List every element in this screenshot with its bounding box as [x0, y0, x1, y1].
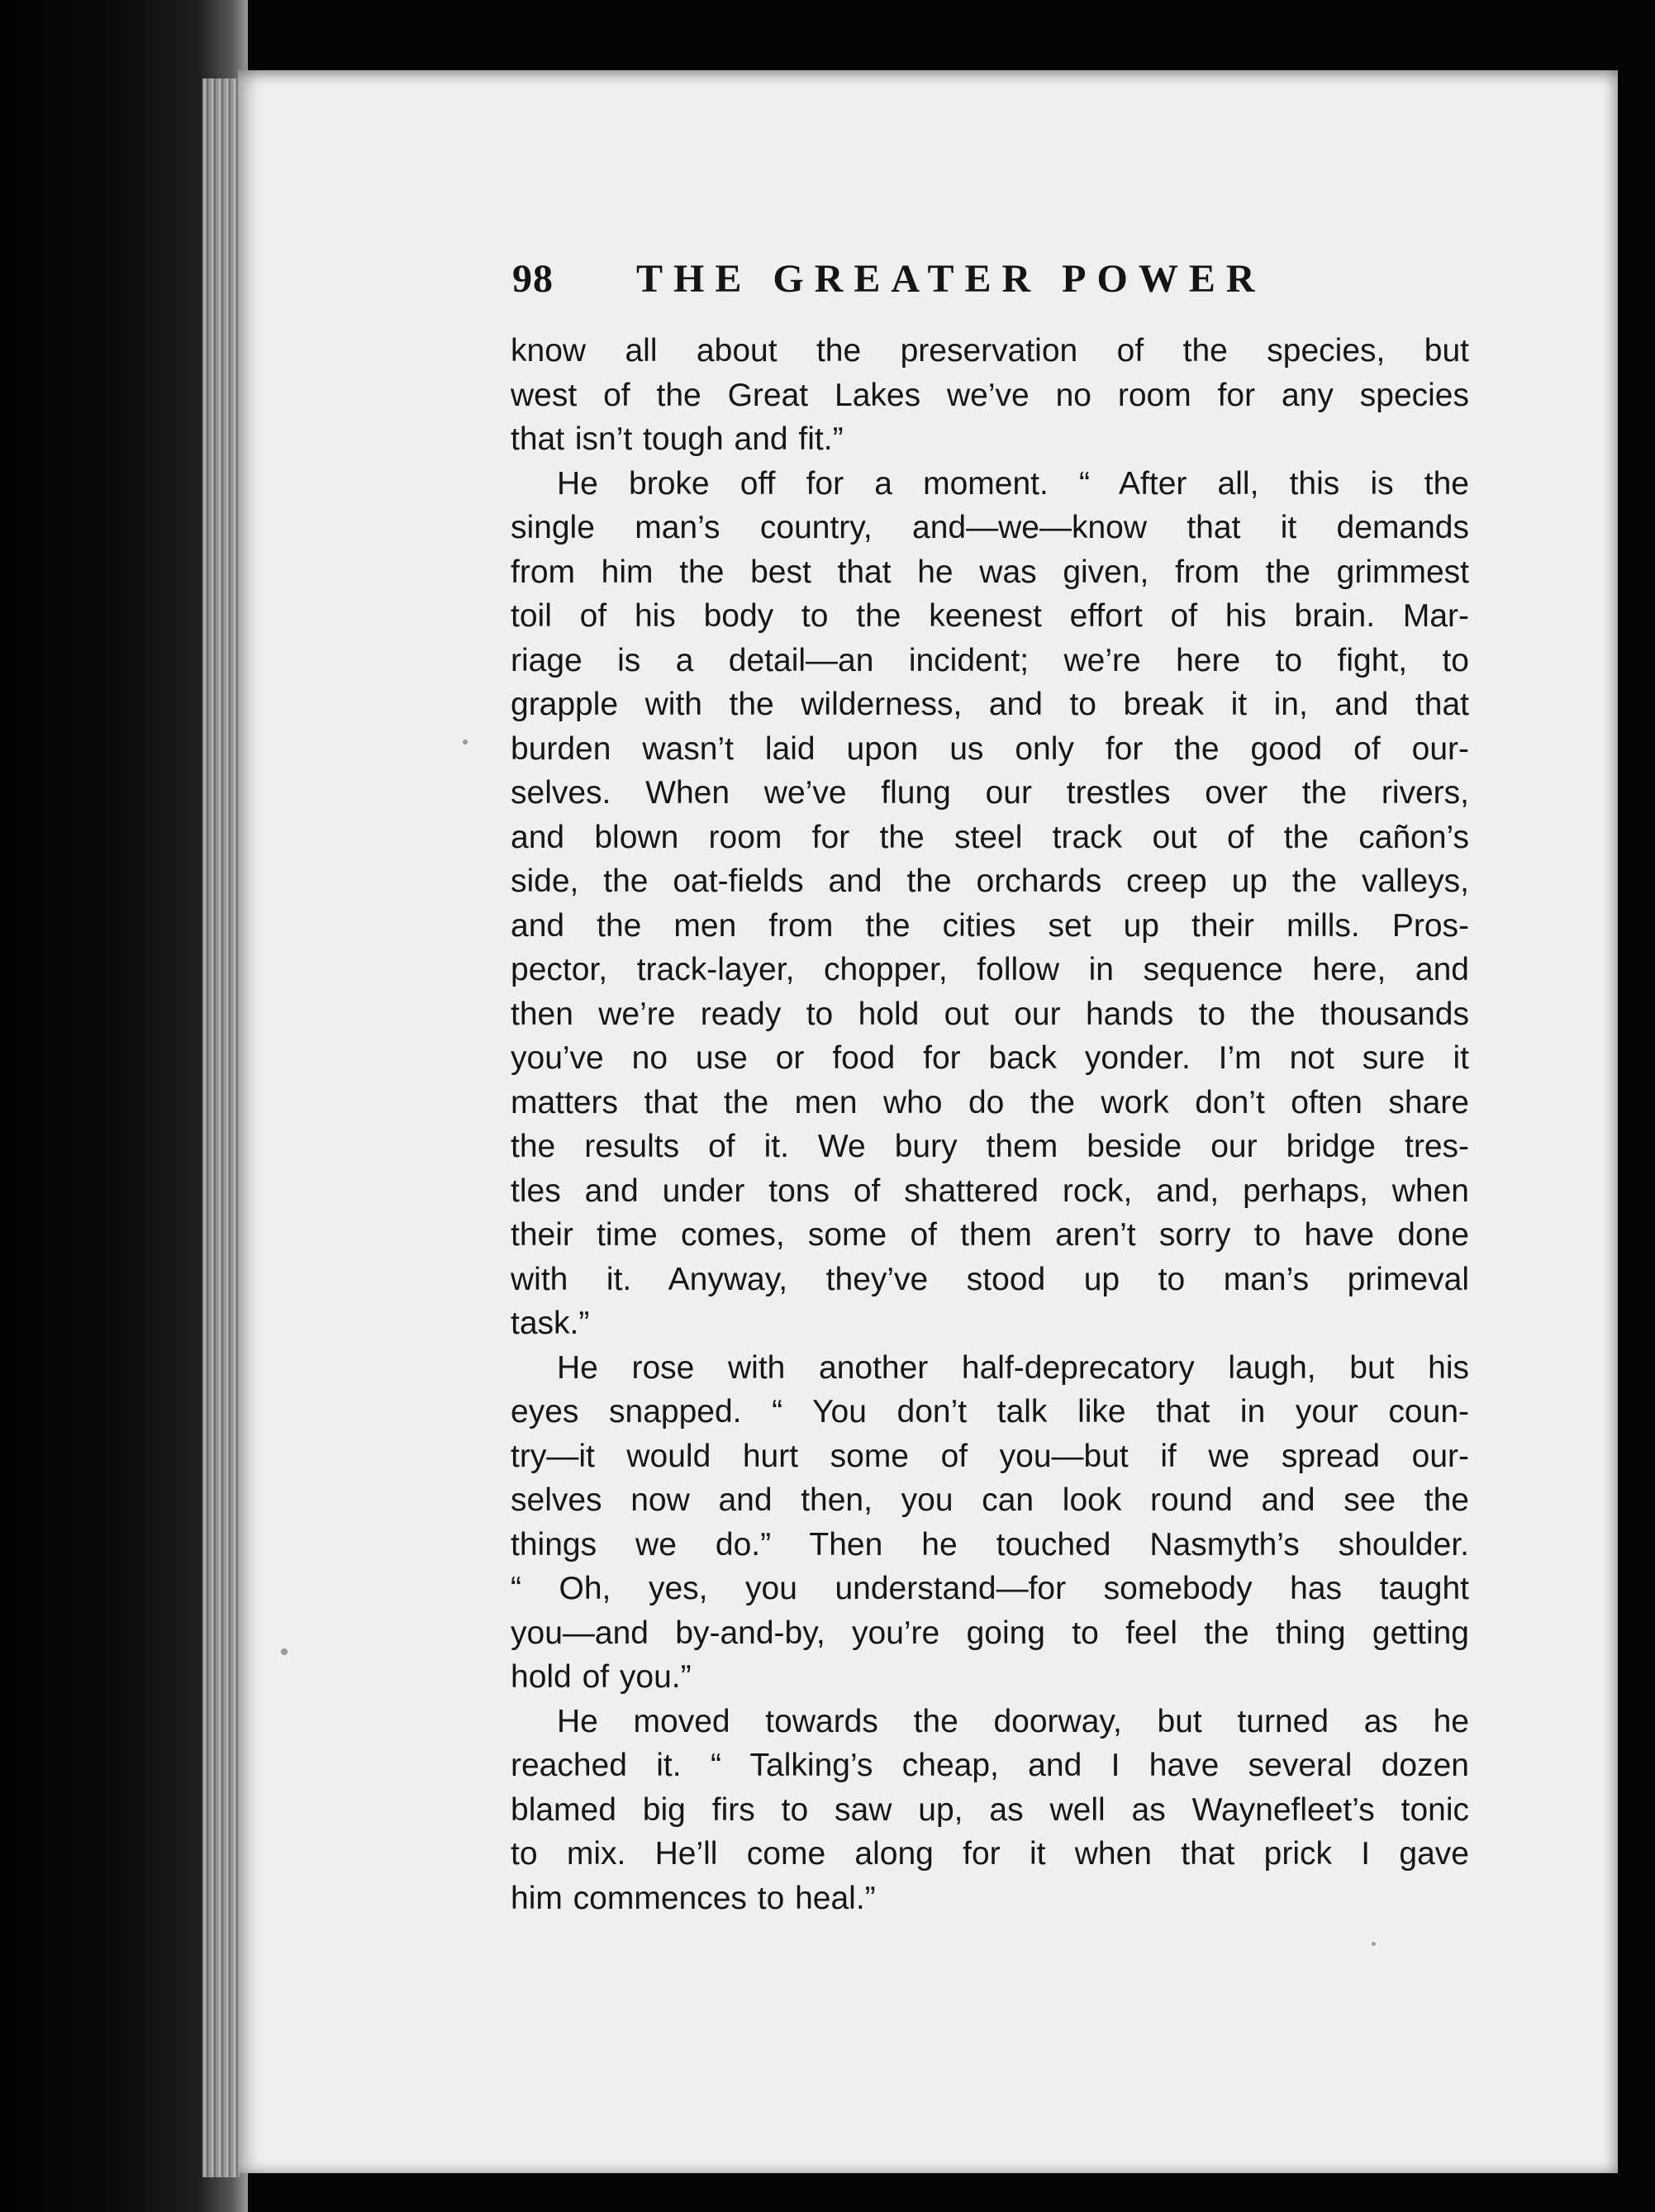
text-line: and the men from the cities set up their mills. Pros-	[511, 907, 1469, 944]
text-line: selves now and then, you can look round and see the	[511, 1482, 1469, 1518]
text-line: west of the Great Lakes we’ve no room for any species	[511, 377, 1469, 413]
text-line: reached it. “ Talking’s cheap, and I have several dozen	[511, 1748, 1469, 1783]
text-line: from him the best that he was given, from the grimmest	[511, 554, 1469, 590]
text-line: that isn’t tough and fit.”	[511, 421, 844, 457]
text-line: things we do.” Then he touched Nasmyth’s shoulder.	[511, 1526, 1469, 1563]
speck	[463, 740, 468, 744]
page-number: 98	[512, 257, 554, 301]
text-line: their time comes, some of them aren’t sorry to have done	[511, 1217, 1469, 1253]
text-line: hold of you.”	[511, 1659, 692, 1695]
text-line: grapple with the wilderness, and to break it in, and that	[511, 687, 1469, 722]
text-line: riage is a detail—an incident; we’re here to fight, to	[511, 642, 1469, 678]
text-line: selves. When we’ve flung our trestles over the rivers,	[511, 775, 1469, 811]
page-edges	[202, 78, 240, 2177]
page-header	[512, 254, 1471, 304]
speck	[281, 1648, 288, 1655]
text-line: eyes snapped. “ You don’t talk like that in your coun-	[511, 1394, 1469, 1429]
speck	[1372, 1942, 1376, 1946]
text-line: then we’re ready to hold out our hands to the thousands	[511, 996, 1469, 1032]
text-line: He moved towards the doorway, but turned as he	[557, 1703, 1469, 1739]
text-line: the results of it. We bury them beside our bridge tres-	[511, 1129, 1469, 1164]
text-line: He rose with another half-deprecatory laugh, but his	[557, 1349, 1469, 1386]
text-line: tles and under tons of shattered rock, and, perhaps, when	[511, 1173, 1469, 1209]
text-line: He broke off for a moment. “ After all, this is the	[557, 465, 1469, 502]
text-line: matters that the men who do the work don’t often share	[511, 1084, 1469, 1120]
text-line: blamed big firs to saw up, as well as Waynefleet’s tonic	[511, 1791, 1469, 1828]
text-line: pector, track-layer, chopper, follow in sequence here, and	[511, 952, 1469, 987]
text-line: to mix. He’ll come along for it when that prick I gave	[511, 1836, 1469, 1872]
text-line: toil of his body to the keenest effort of his brain. Mar-	[511, 598, 1469, 634]
text-line: know all about the preservation of the species, but	[511, 333, 1469, 369]
text-line: you’ve no use or food for back yonder. I’m not sure it	[511, 1040, 1469, 1076]
text-line: you—and by-and-by, you’re going to feel the thing getting	[511, 1615, 1469, 1651]
text-line: “ Oh, yes, you understand—for somebody has taught	[511, 1571, 1469, 1606]
text-line: him commences to heal.”	[511, 1880, 876, 1916]
body-text	[511, 329, 1469, 1920]
text-line: and blown room for the steel track out of the cañon’s	[511, 819, 1469, 855]
text-line: try—it would hurt some of you—but if we spread our-	[511, 1438, 1469, 1474]
running-head: THE GREATER POWER	[636, 257, 1266, 301]
text-line: side, the oat-fields and the orchards creep up the valleys,	[511, 863, 1469, 899]
text-line: single man’s country, and—we—know that it demands	[511, 510, 1469, 545]
text-line: burden wasn’t laid upon us only for the good of our-	[511, 730, 1469, 767]
text-line: with it. Anyway, they’ve stood up to man’s primeval	[511, 1261, 1469, 1297]
text-line: task.”	[511, 1306, 590, 1341]
